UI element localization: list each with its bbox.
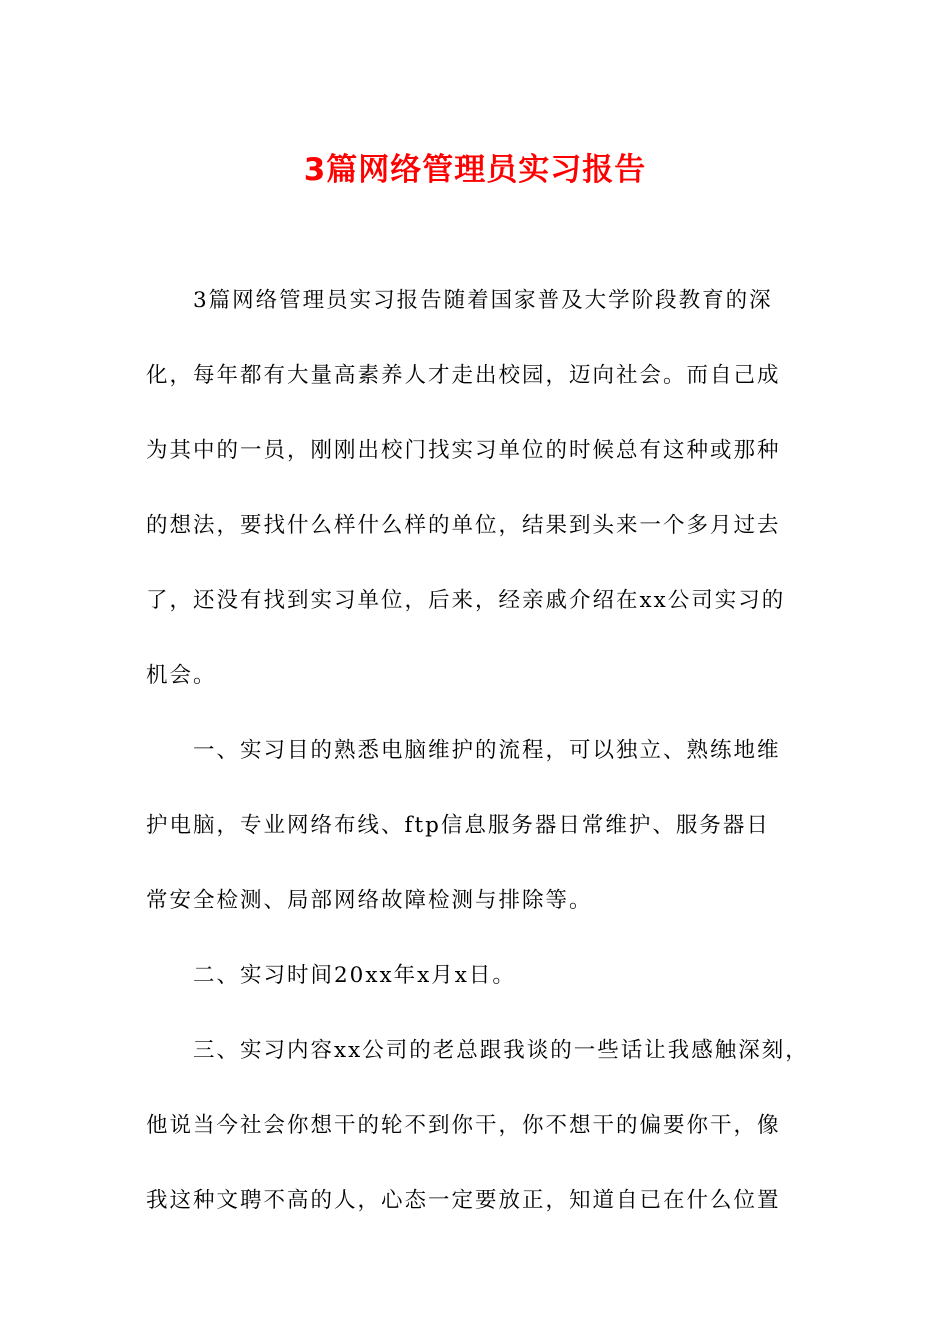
text-line-1: 3篇网络管理员实习报告随着国家普及大学阶段教育的深 [193,288,773,313]
text-line-4: 的想法，要找什么样什么样的单位，结果到头来一个多月过去 [146,513,781,538]
document-body [146,277,810,1252]
text-line-6: 机会。 [146,663,217,688]
text-line-13: 我这种文聘不高的人，心态一定要放正，知道自已在什么位置 [146,1188,781,1213]
text-line-12: 他说当今社会你想干的轮不到你干，你不想干的偏要你干，像 [146,1113,781,1138]
text-line-7: 一、实习目的熟悉电脑维护的流程，可以独立、熟练地维 [193,738,781,763]
text-line-8: 护电脑，专业网络布线、ftp信息服务器日常维护、服务器日 [146,813,770,838]
text-line-2: 化，每年都有大量高素养人才走出校园，迈向社会。而自己成 [146,363,781,388]
text-line-3: 为其中的一员，刚刚出校门找实习单位的时候总有这种或那种 [146,438,781,463]
text-line-5: 了，还没有找到实习单位，后来，经亲戚介绍在xx公司实习的 [146,588,786,613]
text-line-11: 三、实习内容xx公司的老总跟我谈的一些话让我感触深刻， [193,1038,809,1063]
text-line-9: 常安全检测、局部网络故障检测与排除等。 [146,888,593,913]
document-title: 3篇网络管理员实习报告 [303,152,647,188]
text-line-10: 二、实习时间20xx年x月x日。 [193,963,516,988]
